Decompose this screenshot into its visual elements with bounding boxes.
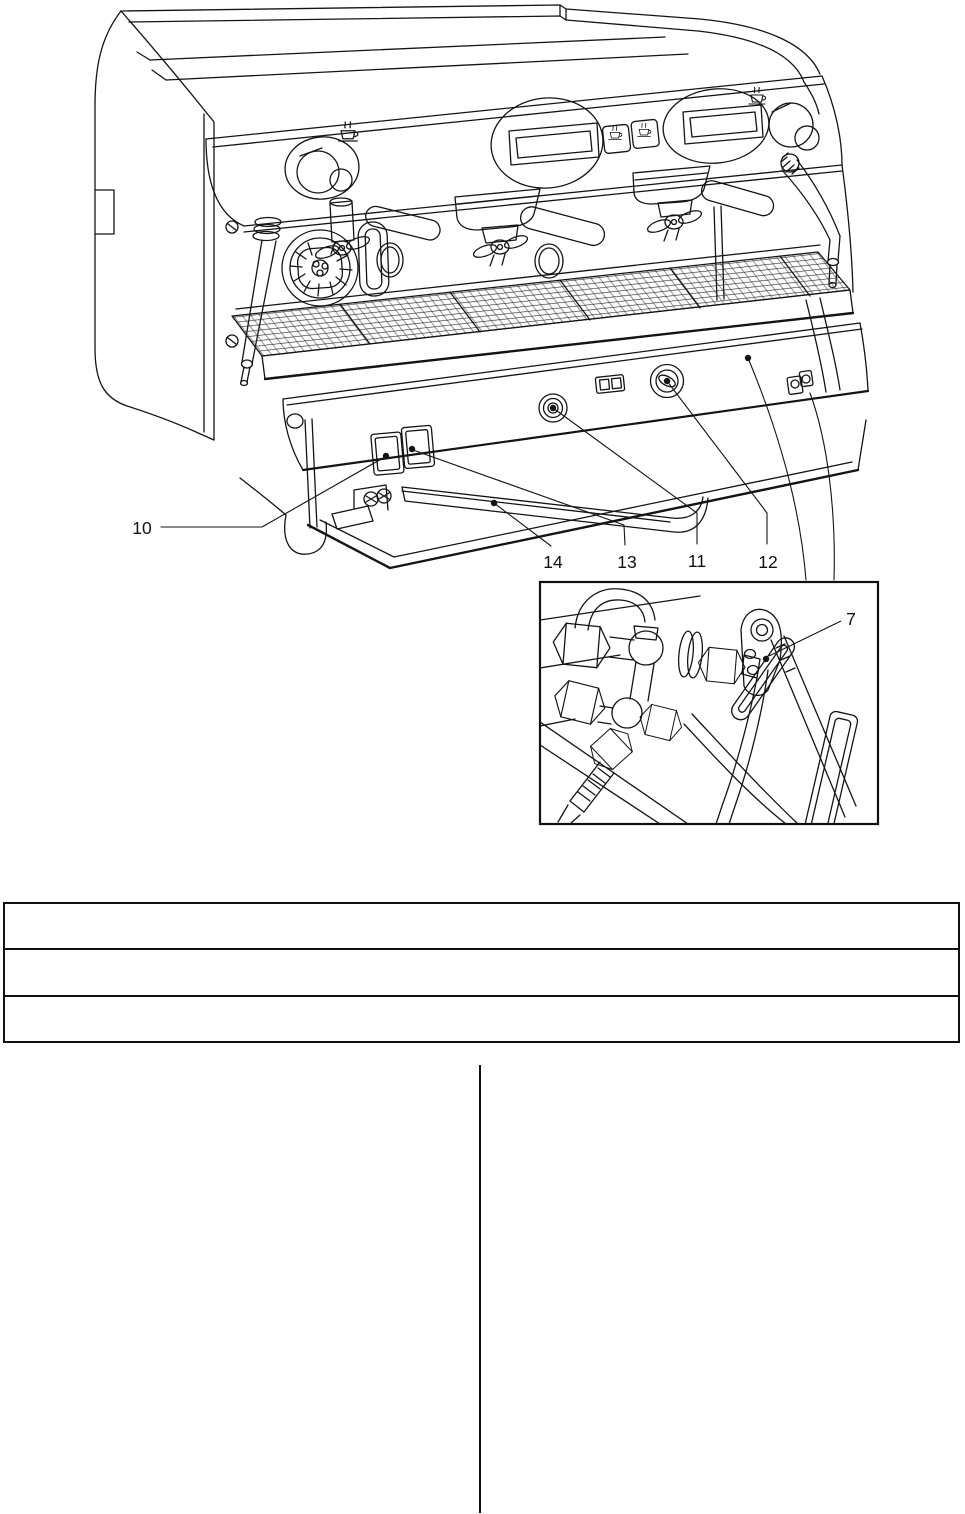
table-row (5, 904, 958, 950)
group-head-right (633, 166, 776, 241)
brand-logo-icon (339, 88, 766, 142)
slot-handle (358, 221, 390, 296)
table-row (5, 950, 958, 996)
callout-label-13: 13 (617, 552, 637, 572)
callout-label-12: 12 (758, 552, 778, 572)
portafilter-handle-left (518, 204, 607, 248)
column-divider (479, 1065, 481, 1513)
callout-label-7: 7 (846, 609, 856, 629)
machine-base (240, 419, 866, 568)
pressure-gauge (282, 230, 358, 306)
spec-table (3, 902, 960, 1043)
callout-dots (383, 355, 751, 506)
right-bracket-fitting (786, 370, 814, 394)
right-steam-knob (769, 103, 819, 150)
left-steam-wand (241, 218, 282, 386)
drip-tray (232, 245, 853, 379)
pilot-light (595, 375, 625, 394)
center-dose-buttons (602, 119, 660, 154)
callout-lines (161, 358, 834, 580)
detail-inset (540, 582, 878, 834)
callout-label-10: 10 (132, 518, 152, 538)
table-row (5, 997, 958, 1041)
left-steam-knob (282, 133, 362, 202)
hot-water-tap (314, 198, 442, 277)
callout-label-11: 11 (687, 551, 707, 571)
cup-warmer-tray (121, 5, 820, 82)
right-group-control-pod (659, 84, 772, 169)
callout-label-14: 14 (543, 552, 563, 572)
main-switch-right[interactable] (401, 425, 434, 468)
